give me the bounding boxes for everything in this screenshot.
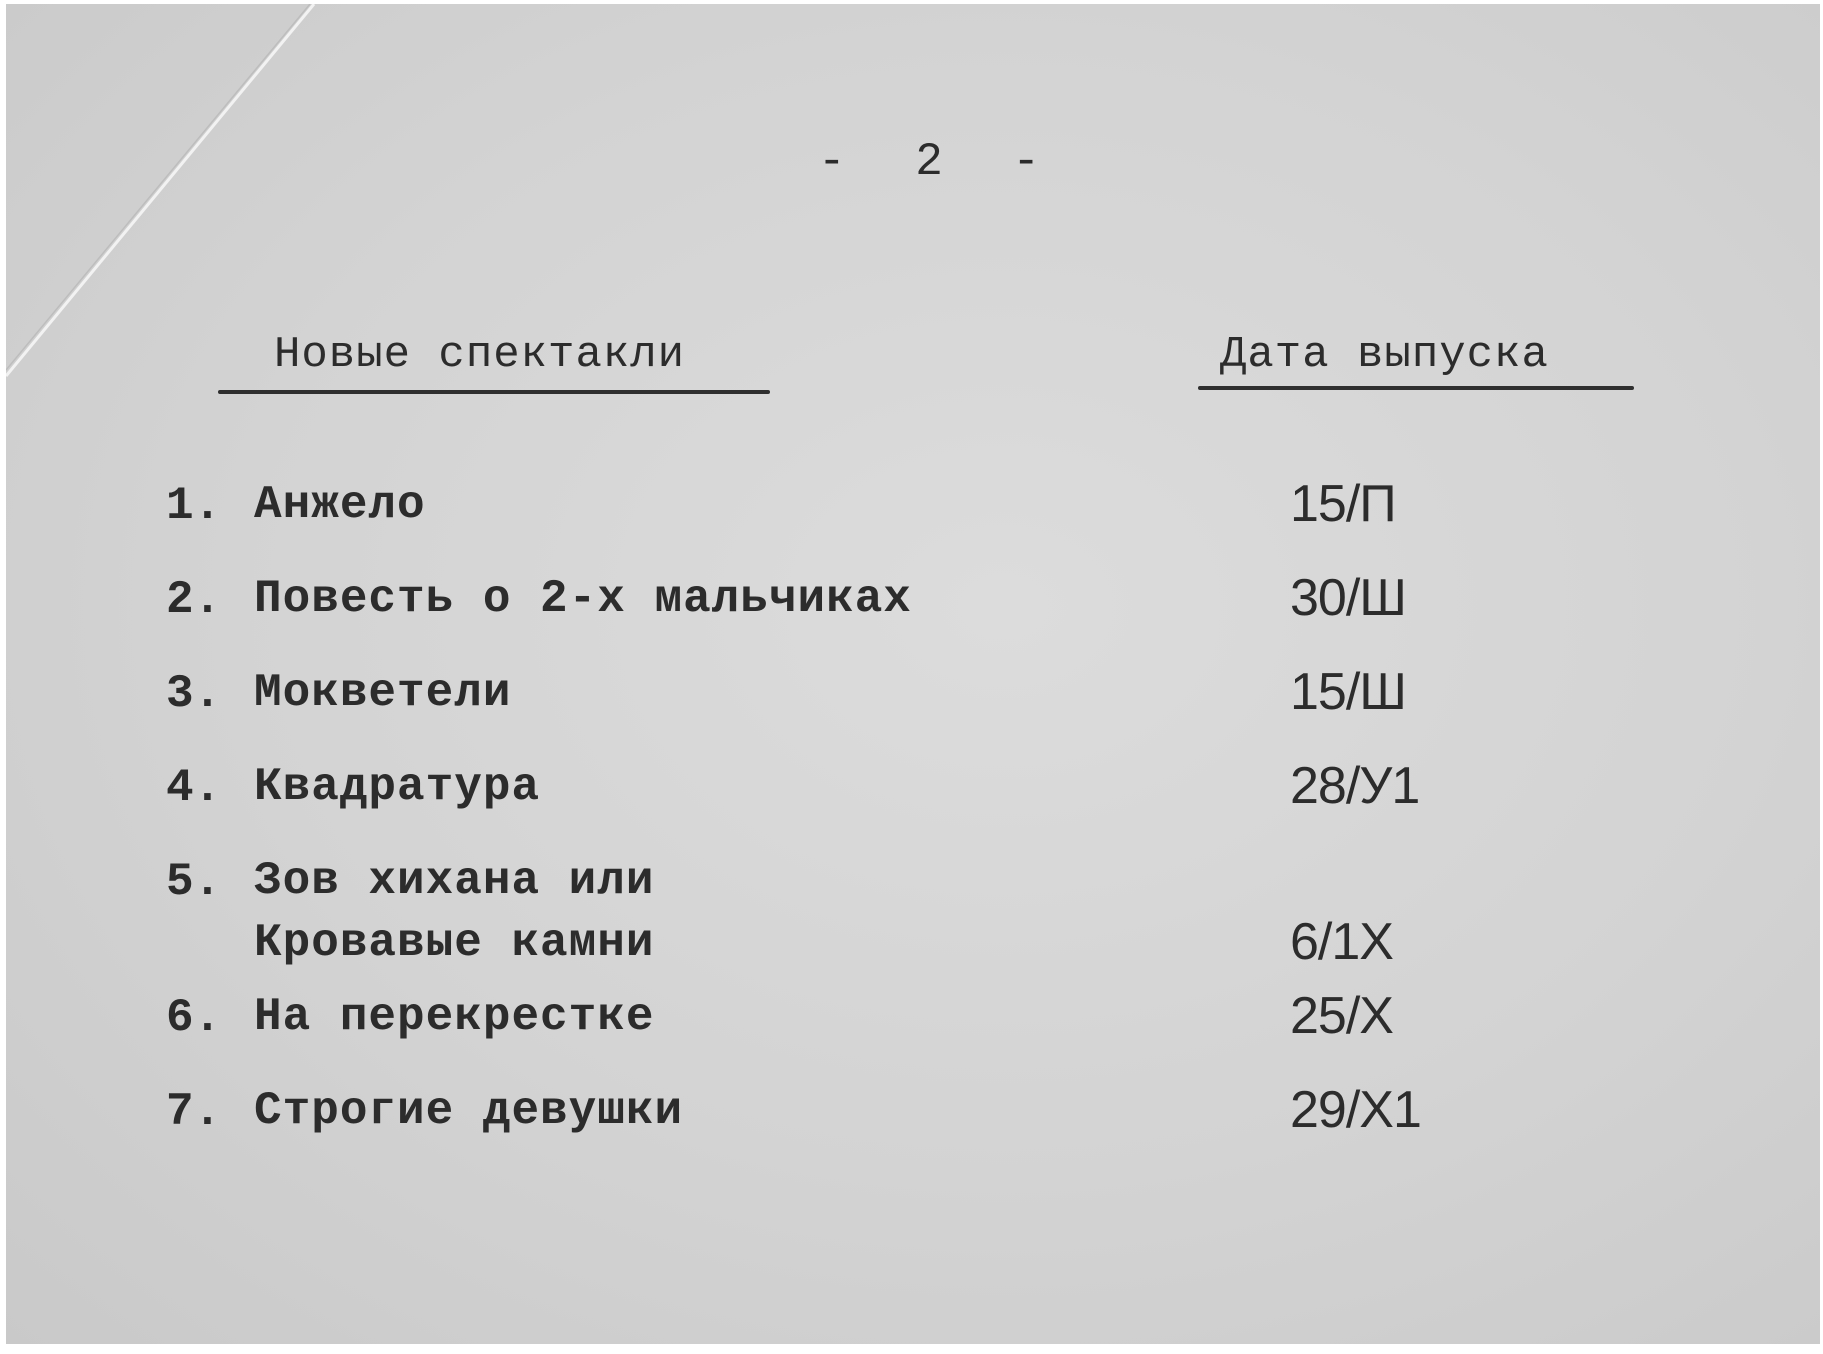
item-title bbox=[254, 474, 426, 536]
item-release-date: 29/Х1 bbox=[1290, 1081, 1421, 1139]
item-number: 7. bbox=[166, 1086, 222, 1138]
document-sheet bbox=[6, 4, 1820, 1344]
item-number: 5. bbox=[166, 856, 222, 908]
item-number: 3. bbox=[166, 668, 222, 720]
item-title bbox=[254, 986, 654, 1048]
item-title-line: Повесть о 2-х мальчиках bbox=[254, 573, 912, 625]
page-number: - 2 - bbox=[818, 136, 1042, 188]
item-release-date: 30/Ш bbox=[1290, 569, 1406, 627]
header-release-date: Дата выпуска bbox=[1220, 330, 1549, 380]
item-title bbox=[254, 1080, 683, 1142]
item-title bbox=[254, 850, 654, 974]
item-release-date: 25/Х bbox=[1290, 987, 1393, 1045]
item-title-line: Зов хихана или bbox=[254, 855, 655, 907]
item-number: 4. bbox=[166, 762, 222, 814]
item-title bbox=[254, 568, 912, 630]
item-release-date: 28/У1 bbox=[1290, 757, 1420, 815]
item-title-line: Анжело bbox=[254, 479, 426, 531]
header-new-plays: Новые спектакли bbox=[274, 330, 686, 380]
item-title-line: Мокветели bbox=[254, 667, 512, 719]
item-number: 2. bbox=[166, 574, 222, 626]
item-title-line: Кровавые камни bbox=[254, 917, 655, 969]
item-release-date: 6/1Х bbox=[1290, 913, 1393, 971]
item-title bbox=[254, 662, 511, 724]
item-number: 6. bbox=[166, 992, 222, 1044]
item-title bbox=[254, 756, 540, 818]
item-number: 1. bbox=[166, 480, 222, 532]
item-release-date: 15/П bbox=[1290, 475, 1396, 533]
item-title-line: Квадратура bbox=[254, 761, 541, 813]
item-release-date: 15/Ш bbox=[1290, 663, 1406, 721]
item-title-line: На перекрестке bbox=[254, 991, 655, 1043]
play-list bbox=[6, 4, 1820, 1344]
item-title-line: Строгие девушки bbox=[254, 1085, 684, 1137]
